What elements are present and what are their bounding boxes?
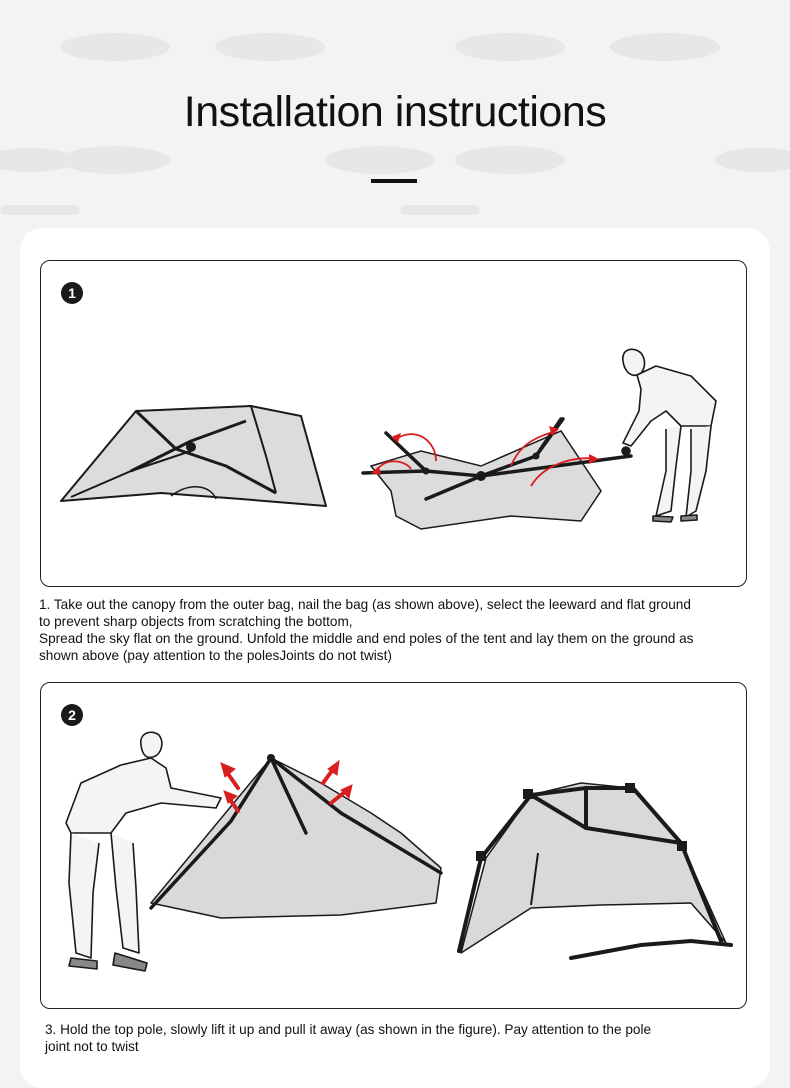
step-1-panel: [40, 260, 747, 587]
caption-line: Spread the sky flat on the ground. Unfold the middle and end poles of the tent and lay them on the ground as: [39, 631, 694, 646]
raised-tent-icon: [459, 783, 731, 958]
caption-line: shown above (pay attention to the polesJoints do not twist): [39, 648, 392, 663]
folded-tent-icon: [61, 406, 326, 506]
step-2-illustration: [41, 683, 747, 1009]
caption-line: to prevent sharp objects from scratching the bottom,: [39, 614, 353, 629]
step-2-badge: 2: [61, 704, 83, 726]
caption-line: 1. Take out the canopy from the outer bag, nail the bag (as shown above), select the leeward and flat ground: [39, 597, 691, 612]
caption-line: joint not to twist: [45, 1039, 139, 1054]
title-divider: [371, 179, 417, 183]
caption-line: 3. Hold the top pole, slowly lift it up and pull it away (as shown in the figure). Pay attention to the pole: [45, 1022, 652, 1037]
person-pulling-icon: [622, 349, 716, 522]
lifting-tent-icon: [151, 754, 441, 918]
step-2-caption: [45, 1021, 765, 1055]
step-1-badge: 1: [61, 282, 83, 304]
step-2-panel: [40, 682, 747, 1009]
page-title: Installation instructions: [183, 88, 607, 136]
step-1-caption: [39, 596, 759, 664]
step-1-illustration: [41, 261, 747, 587]
unfolded-tent-icon: [363, 419, 631, 529]
